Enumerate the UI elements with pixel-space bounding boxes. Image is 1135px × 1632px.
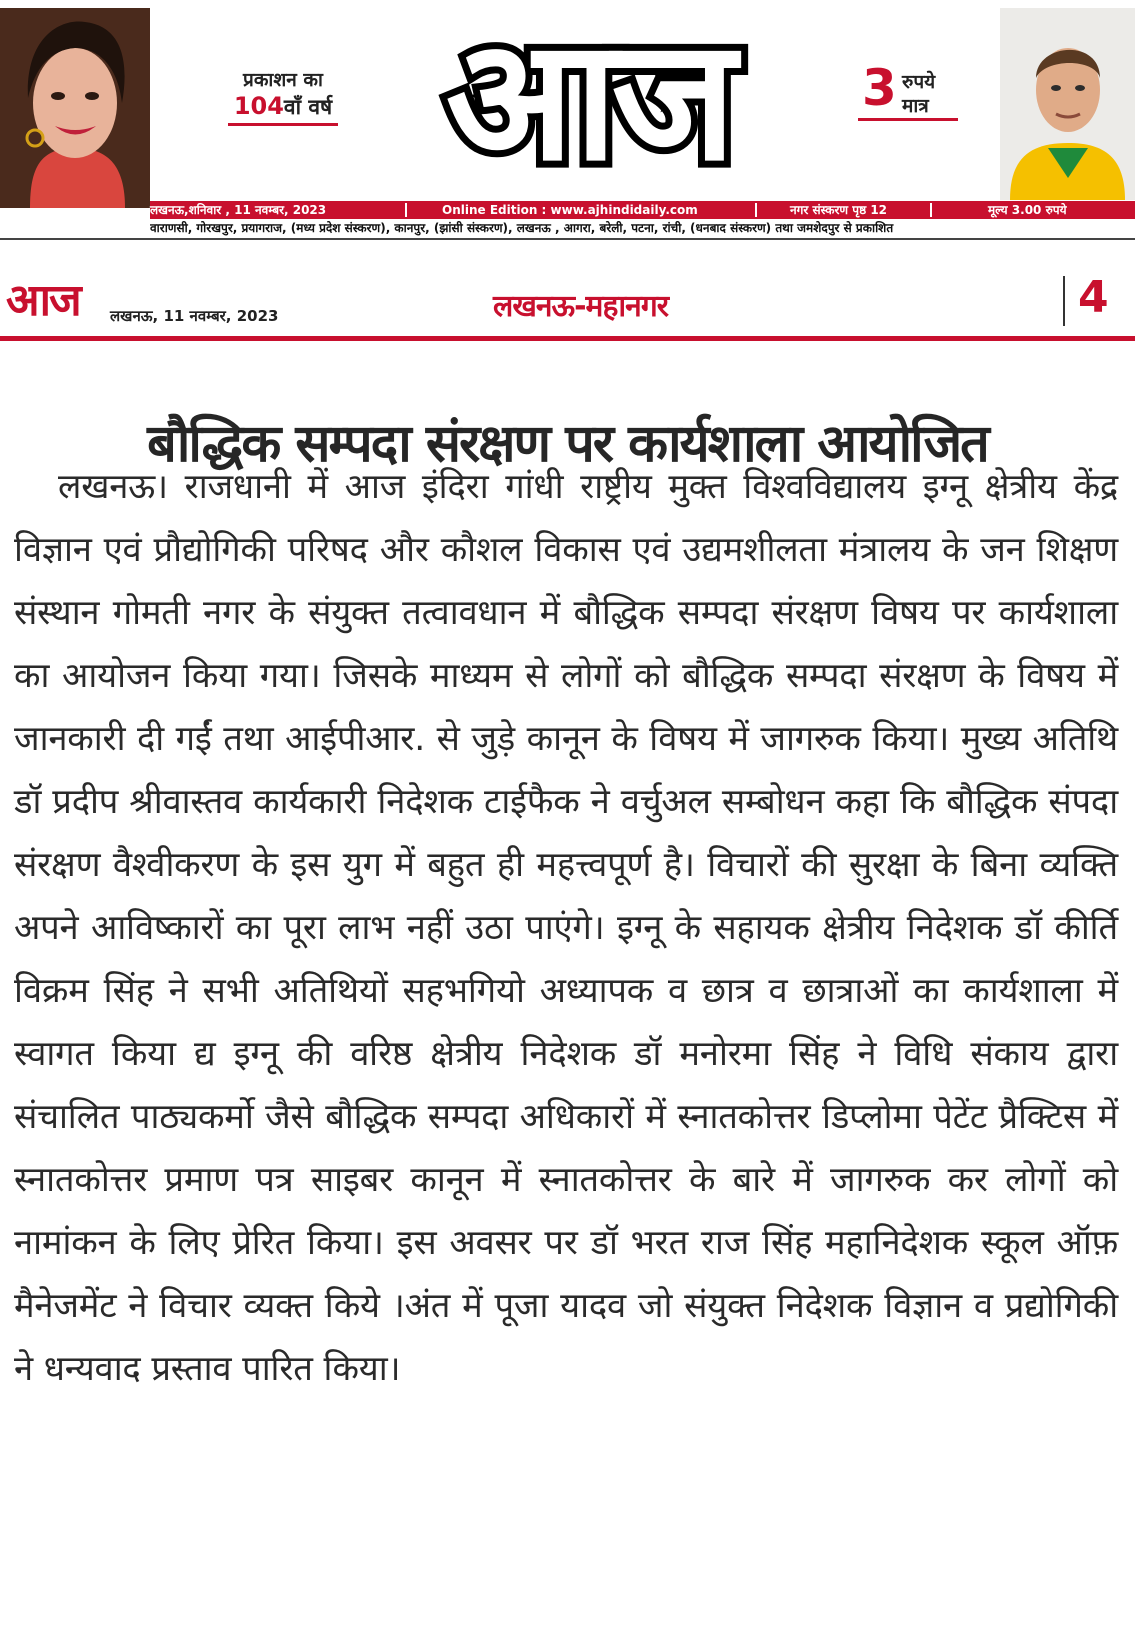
editions-line: वाराणसी, गोरखपुर, प्रयागराज, (मध्य प्रदेश संस्करण), कानपुर, (झांसी संस्करण), लखनऊ , आगरा, बरेली, पटना, रांची, (धनबाद संस्करण) तथा जमशेदपुर से प्रकाशित bbox=[150, 221, 894, 235]
photo-cricketer bbox=[1000, 8, 1135, 200]
price-currency: रुपये bbox=[902, 71, 936, 93]
page-header bbox=[0, 272, 1135, 342]
edition-pages: नगर संस्करण पृष्ठ 12 bbox=[790, 203, 888, 217]
price-box bbox=[858, 59, 958, 122]
newspaper-logo-text: आज bbox=[445, 8, 731, 198]
masthead-price: मूल्य 3.00 रुपये bbox=[988, 203, 1067, 217]
page-date: लखनऊ, 11 नवम्बर, 2023 bbox=[110, 307, 279, 325]
publication-year-number: 104 bbox=[233, 92, 284, 120]
price-only: मात्र bbox=[902, 95, 929, 117]
article-headline: बौद्धिक सम्पदा संरक्षण पर कार्यशाला आयोजित bbox=[147, 413, 988, 474]
publication-year bbox=[228, 66, 338, 126]
masthead-date: लखनऊ,शनिवार , 11 नवम्बर, 2023 bbox=[150, 203, 327, 217]
article-body: लखनऊ। राजधानी में आज इंदिरा गांधी राष्ट्रीय मुक्त विश्वविद्यालय इग्नू क्षेत्रीय केंद्र विज्ञान एवं प्रौद्योगिकी परिषद और कौशल विकास एवं उद्यमशीलता मंत्रालय के जन शिक्षण संस्थान गोमती नगर के संयुक्त तत्वावधान में बौद्धिक सम्पदा संरक्षण विषय पर कार्यशाला का आयोजन किया गया। जिसके माध्यम से लोगों को बौद्धिक सम्पदा संरक्षण के विषय में जानकारी दी गईं तथा आईपीआर. से जुड़े कानून के विषय में जागरुक किया। मुख्य अतिथि डॉ प्रदीप श्रीवास्तव कार्यकारी निदेशक टाईफैक ने वर्चुअल सम्बोधन कहा कि बौद्धिक संपदा संरक्षण वैश्वीकरण के इस युग में बहुत ही महत्त्वपूर्ण है। विचारों की सुरक्षा के बिना व्यक्ति अपने आविष्कारों का पूरा लाभ नहीं उठा पाएंगे। इग्नू के सहायक क्षेत्रीय निदेशक डॉ कीर्ति विक्रम सिंह ने सभी अतिथियों सहभगियो अध्यापक व छात्र व छात्राओं का कार्यशाला में स्वागत किया द्य इग्नू की वरिष्ठ क्षेत्रीय निदेशक डॉ मनोरमा सिंह ने विधि संकाय द्वारा संचालित पाठ्यकर्मो जैसे बौद्धिक सम्पदा अधिकारों में स्नातकोत्तर डिप्लोमा पेटेंट प्रैक्टिस में स्नातकोत्तर प्रमाण पत्र साइबर कानून में स्नातकोत्तर के बारे में जागरुक कर लोगों को नामांकन के लिए प्रेरित किया। इस अवसर पर डॉ भरत राज सिंह महानिदेशक स्कूल ऑफ़ मैनेजमेंट ने विचार व्यक्त किये ।अंत में पूजा यादव जो संयुक्त निदेशक विज्ञान व प्रद्योगिकी ने धन्यवाद प्रस्ताव पारित किया। bbox=[14, 467, 1118, 1389]
photo-woman bbox=[0, 8, 150, 208]
publication-label: प्रकाशन का bbox=[243, 69, 323, 91]
page-number: 4 bbox=[1078, 272, 1109, 323]
section-title: लखनऊ-महानगर bbox=[493, 289, 668, 324]
page-logo: आज bbox=[6, 275, 80, 326]
masthead bbox=[0, 0, 1135, 240]
price-number: 3 bbox=[862, 59, 897, 117]
newspaper-logo bbox=[398, 8, 778, 198]
masthead-info-bar bbox=[150, 201, 1135, 219]
online-edition: Online Edition : www.ajhindidaily.com bbox=[442, 203, 698, 217]
publication-year-suffix: वाँ वर्ष bbox=[283, 95, 333, 119]
